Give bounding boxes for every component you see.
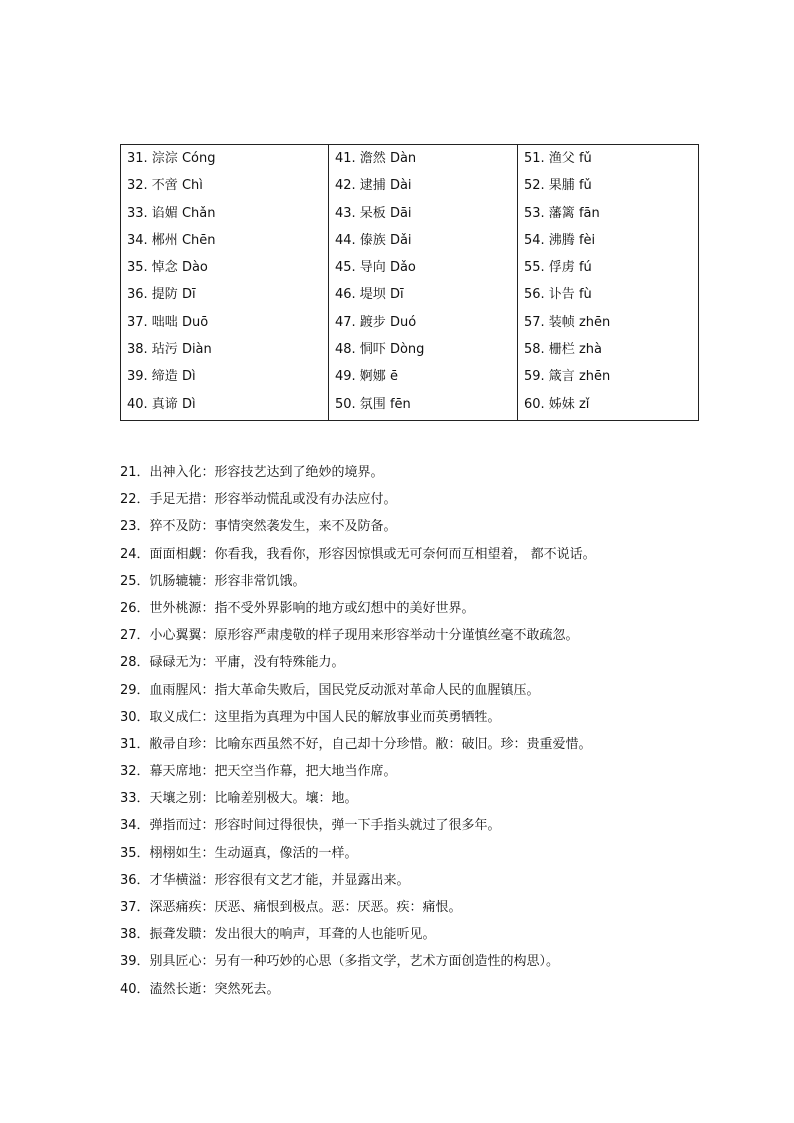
vocab-item: 37. 咄咄 Duō <box>127 314 209 330</box>
list-item: 24．面面相觑：你看我，我看你，形容因惊惧或无可奈何而互相望着， 都不说话。 <box>120 546 596 562</box>
vocab-item: 35. 悼念 Dào <box>127 260 208 276</box>
vocab-item: 38. 玷污 Diàn <box>127 342 212 358</box>
list-item: 33．天壤之别：比喻差别极大。壤：地。 <box>120 791 358 807</box>
idiom-definition-list <box>120 459 720 1003</box>
vocab-item: 44. 傣族 Dǎi <box>335 232 412 248</box>
list-item: 32．幕天席地：把天空当作幕，把大地当作席。 <box>120 764 397 780</box>
list-item: 30．取义成仁：这里指为真理为中国人民的解放事业而英勇牺牲。 <box>120 709 501 725</box>
vocab-item: 60. 姊妹 zǐ <box>524 396 590 412</box>
vocab-item: 53. 藩篱 fān <box>524 205 600 221</box>
vocab-column-3 <box>518 145 699 421</box>
vocab-item: 42. 逮捕 Dài <box>335 178 412 194</box>
list-item: 22．手足无措：形容举动慌乱或没有办法应付。 <box>120 492 397 508</box>
vocab-item: 48. 恫吓 Dòng <box>335 342 425 358</box>
list-item: 38．振聋发聩：发出很大的响声，耳聋的人也能听见。 <box>120 927 436 943</box>
list-item: 23．猝不及防：事情突然袭发生，来不及防备。 <box>120 519 397 535</box>
list-item: 26．世外桃源：指不受外界影响的地方或幻想中的美好世界。 <box>120 600 475 616</box>
vocab-item: 49. 婀娜 ē <box>335 369 398 385</box>
list-item: 36．才华横溢：形容很有文艺才能，并显露出来。 <box>120 872 410 888</box>
vocab-item: 55. 俘虏 fú <box>524 260 592 276</box>
vocab-item: 40. 真谛 Dì <box>127 396 196 412</box>
vocab-item: 32. 不啻 Chì <box>127 178 203 194</box>
vocab-item: 54. 沸腾 fèi <box>524 232 596 248</box>
vocab-column-1 <box>121 145 329 421</box>
vocab-item: 50. 氛围 fēn <box>335 396 411 412</box>
list-item: 27．小心翼翼：原形容严肃虔敬的样子现用来形容举动十分谨慎丝毫不敢疏忽。 <box>120 628 579 644</box>
list-item: 25．饥肠辘辘：形容非常饥饿。 <box>120 573 306 589</box>
vocab-item: 58. 栅栏 zhà <box>524 342 602 358</box>
list-item: 29．血雨腥风：指大革命失败后，国民党反动派对革命人民的血腥镇压。 <box>120 682 540 698</box>
vocab-item: 31. 淙淙 Cóng <box>127 151 216 166</box>
vocab-item: 45. 导向 Dǎo <box>335 260 416 276</box>
list-item: 31．敝帚自珍：比喻东西虽然不好，自己却十分珍惜。敝：破旧。珍：贵重爱惜。 <box>120 736 592 752</box>
table-row <box>121 145 699 421</box>
vocab-item: 59. 箴言 zhēn <box>524 369 611 385</box>
list-item: 35．栩栩如生：生动逼真，像活的一样。 <box>120 845 358 861</box>
list-item: 21．出神入化：形容技艺达到了绝妙的境界。 <box>120 465 384 480</box>
vocab-item: 33. 谄媚 Chǎn <box>127 205 216 221</box>
vocab-item: 46. 堤坝 Dī <box>335 287 404 303</box>
vocab-item: 52. 果脯 fǔ <box>524 178 592 194</box>
vocab-item: 34. 郴州 Chēn <box>127 232 216 248</box>
vocab-item: 36. 提防 Dī <box>127 287 196 303</box>
pinyin-vocab-table <box>120 144 699 421</box>
vocab-item: 41. 澹然 Dàn <box>335 151 417 166</box>
list-item: 39．别具匠心：另有一种巧妙的心思（多指文学，艺术方面创造性的构思）。 <box>120 954 560 970</box>
vocab-item: 39. 缔造 Dì <box>127 369 196 385</box>
vocab-item: 47. 踱步 Duó <box>335 314 417 330</box>
vocab-item: 57. 装帧 zhēn <box>524 314 611 330</box>
list-item: 34．弹指而过：形容时间过得很快，弹一下手指头就过了很多年。 <box>120 818 501 834</box>
list-item: 28．碌碌无为：平庸，没有特殊能力。 <box>120 655 345 671</box>
vocab-item: 43. 呆板 Dāi <box>335 205 412 221</box>
vocab-column-2 <box>329 145 518 421</box>
list-item: 37．深恶痛疾：厌恶、痛恨到极点。恶：厌恶。疾：痛恨。 <box>120 900 462 915</box>
list-item: 40．溘然长逝：突然死去。 <box>120 981 280 997</box>
vocab-item: 56. 讣告 fù <box>524 287 592 303</box>
vocab-item: 51. 渔父 fǔ <box>524 151 592 166</box>
